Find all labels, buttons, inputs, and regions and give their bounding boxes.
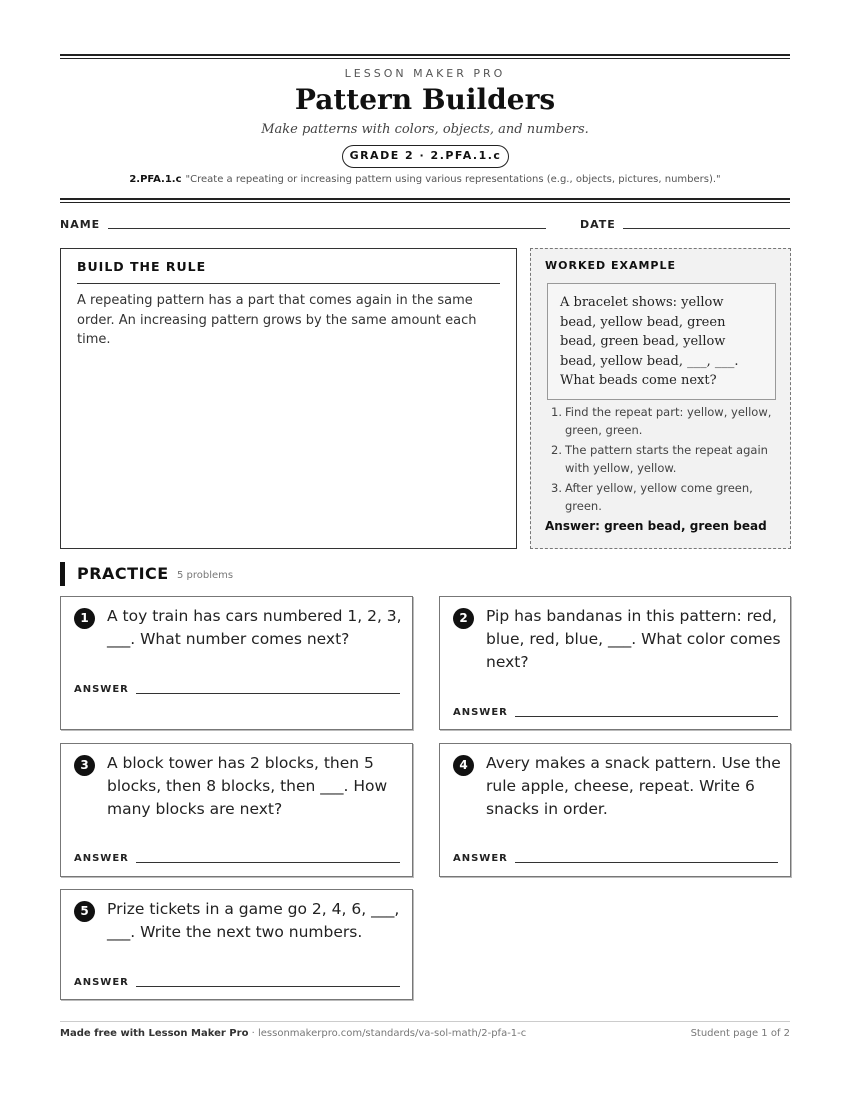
problem-number-badge: 1 xyxy=(74,608,95,629)
answer-label: ANSWER xyxy=(453,853,508,864)
standard-code: 2.PFA.1.c xyxy=(129,174,182,185)
footer-divider xyxy=(60,1021,790,1022)
answer-label: ANSWER xyxy=(74,853,129,864)
problem-card-3 xyxy=(60,743,413,877)
practice-count: 5 problems xyxy=(177,570,234,581)
footer-url[interactable]: · lessonmakerpro.com/standards/va-sol-math/2-pfa-1-c xyxy=(248,1028,527,1039)
worksheet-subtitle: Make patterns with colors, objects, and numbers. xyxy=(261,122,589,137)
build-the-rule-box xyxy=(60,248,517,549)
answer-field-3[interactable] xyxy=(136,862,400,863)
problem-card-1 xyxy=(60,596,413,730)
brand-name: LESSON MAKER PRO xyxy=(344,67,506,80)
problem-number-badge: 2 xyxy=(453,608,474,629)
grade-badge: GRADE 2 · 2.PFA.1.c xyxy=(342,145,509,168)
worked-example-answer: Answer: green bead, green bead xyxy=(545,519,767,533)
answer-field-2[interactable] xyxy=(515,716,778,717)
worked-example-box xyxy=(530,248,791,549)
header-bottom-rule xyxy=(60,198,790,203)
answer-field-5[interactable] xyxy=(136,986,400,987)
answer-label: ANSWER xyxy=(74,977,129,988)
standard-text: "Create a repeating or increasing pattern using various representations (e.g., objects, pictures, numbers)." xyxy=(185,174,721,185)
problem-number-badge: 4 xyxy=(453,755,474,776)
problem-number-badge: 5 xyxy=(74,901,95,922)
footer-brand: Made free with Lesson Maker Pro xyxy=(60,1028,249,1039)
rule-heading: BUILD THE RULE xyxy=(77,259,207,274)
rule-body: A repeating pattern has a part that comes again in the same order. An increasing pattern grows by the same amount each time. xyxy=(77,293,477,347)
problem-text: A toy train has cars numbered 1, 2, 3, ___. What number comes next? xyxy=(107,607,402,648)
worked-example-problem: A bracelet shows: yellow bead, yellow bead, green bead, green bead, yellow bead, yellow bead, ___, ___. What beads come next? xyxy=(547,283,776,400)
name-label: NAME xyxy=(60,218,101,231)
worked-example-steps xyxy=(551,403,781,517)
header-top-rule xyxy=(60,54,790,59)
standard-description xyxy=(0,174,850,185)
answer-label: ANSWER xyxy=(74,684,129,695)
problem-card-5 xyxy=(60,889,413,1000)
problem-number-badge: 3 xyxy=(74,755,95,776)
name-field[interactable] xyxy=(108,228,546,229)
worksheet-title: Pattern Builders xyxy=(294,83,556,116)
answer-field-1[interactable] xyxy=(136,693,400,694)
problem-card-2 xyxy=(439,596,791,730)
date-label: DATE xyxy=(580,218,616,231)
worked-example-step: 2. The pattern starts the repeat again with yellow, yellow. xyxy=(551,443,768,475)
date-field[interactable] xyxy=(623,228,790,229)
answer-field-4[interactable] xyxy=(515,862,778,863)
answer-label: ANSWER xyxy=(453,707,508,718)
worked-example-step: 3. After yellow, yellow come green, green. xyxy=(551,481,753,513)
problem-text: Pip has bandanas in this pattern: red, blue, red, blue, ___. What color comes next? xyxy=(486,607,781,671)
page-number: Student page 1 of 2 xyxy=(690,1028,790,1039)
rule-heading-divider xyxy=(77,283,500,284)
worked-example-step: 1. Find the repeat part: yellow, yellow, green, green. xyxy=(551,405,772,437)
practice-accent-bar xyxy=(60,562,65,586)
worked-example-heading: WORKED EXAMPLE xyxy=(545,259,676,272)
problem-card-4 xyxy=(439,743,791,877)
problem-text: Prize tickets in a game go 2, 4, 6, ___, ___. Write the next two numbers. xyxy=(107,900,400,941)
problem-text: Avery makes a snack pattern. Use the rule apple, cheese, repeat. Write 6 snacks in order. xyxy=(486,754,781,818)
practice-title: PRACTICE xyxy=(77,564,169,583)
footer-credit xyxy=(60,1028,526,1039)
problem-text: A block tower has 2 blocks, then 5 blocks, then 8 blocks, then ___. How many blocks are next? xyxy=(107,754,388,818)
